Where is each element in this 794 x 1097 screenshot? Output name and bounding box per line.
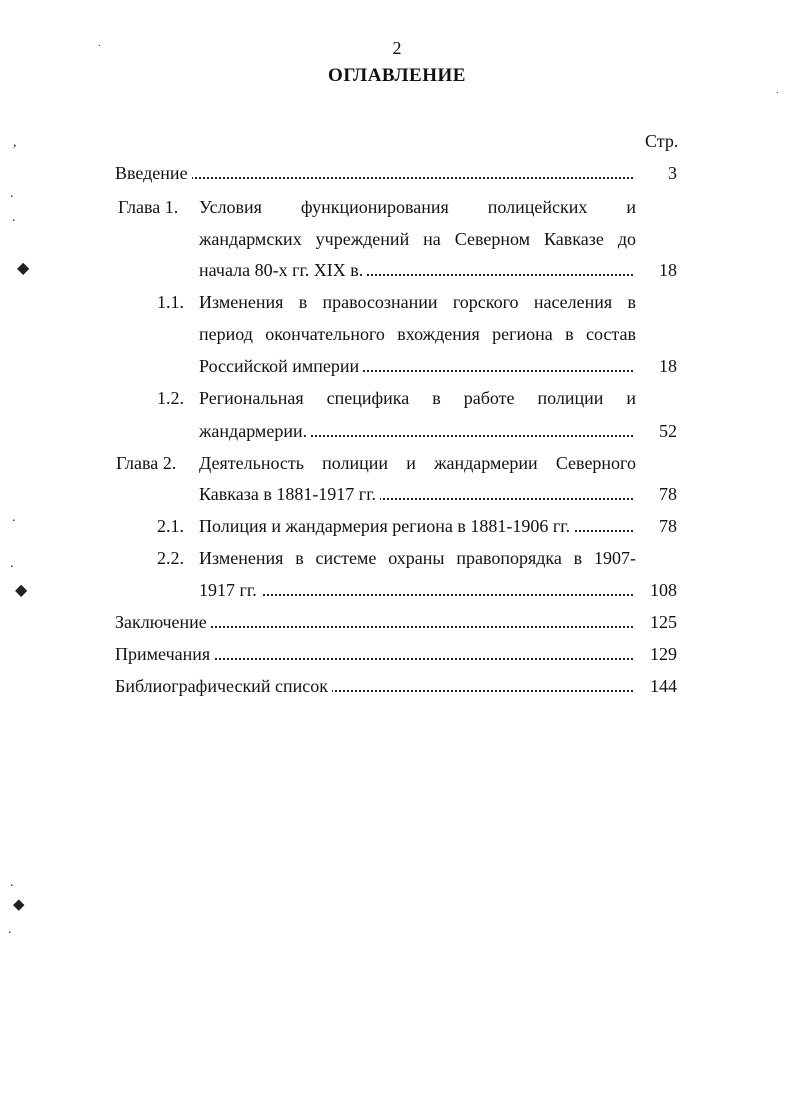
toc-entry-text: начала 80-х гг. XIX в.: [199, 260, 367, 280]
scan-speck-mark: .: [10, 556, 14, 571]
scan-speck-mark: .: [98, 38, 101, 49]
toc-entry-text: жандармерии.: [199, 421, 311, 441]
toc-entry-line: Изменения в системе охраны правопорядка в 1907-: [199, 548, 636, 568]
page-number: 2: [392, 38, 402, 58]
toc-entry-text: 1917 гг.: [199, 580, 261, 600]
page-column-header: Стр.: [645, 131, 679, 151]
toc-page-number: 144: [650, 676, 677, 696]
toc-entry-line: Региональная специфика в работе полиции и: [199, 388, 636, 408]
scan-speck-mark: ,: [13, 135, 17, 150]
toc-entry-line: Деятельность полиции и жандармерии Северного: [199, 453, 636, 473]
toc-entry-intro[interactable]: [115, 162, 633, 184]
toc-entry-line: Условия функционирования полицейских и: [199, 197, 636, 217]
scan-speck-mark: .: [776, 85, 779, 96]
scan-speck-mark: ◆: [15, 582, 28, 599]
section-label: 1.1.: [157, 292, 184, 312]
section-label: 2.1.: [157, 516, 184, 536]
toc-entry-ch2[interactable]: [199, 483, 633, 505]
toc-entry-text: Примечания: [115, 644, 214, 664]
toc-entry-1-1[interactable]: [199, 355, 633, 377]
toc-entry-2-1[interactable]: [199, 515, 633, 537]
toc-entry-text: Российской империи: [199, 356, 363, 376]
toc-entry-conclusion[interactable]: [115, 611, 633, 633]
toc-entry-text: Введение: [115, 163, 192, 183]
chapter-label: Глава 2.: [116, 453, 177, 473]
chapter-label: Глава 1.: [118, 197, 179, 217]
toc-page-number: 18: [659, 260, 677, 280]
toc-entry-line: Изменения в правосознании горского населения в: [199, 292, 636, 312]
toc-entry-notes[interactable]: [115, 643, 633, 665]
toc-page-number: 108: [650, 580, 677, 600]
toc-page-number: 3: [668, 163, 677, 183]
toc-entry-text: Библиографический список: [115, 676, 332, 696]
toc-entry-line: жандармских учреждений на Северном Кавказе до: [199, 229, 636, 249]
toc-entry-text: Полиция и жандармерия региона в 1881-1906 гг.: [199, 516, 574, 536]
scan-speck-mark: .: [12, 210, 16, 225]
scan-speck-mark: ◆: [17, 260, 30, 277]
toc-entry-1-2[interactable]: [199, 420, 633, 442]
toc-page-number: 52: [659, 421, 677, 441]
section-label: 2.2.: [157, 548, 184, 568]
section-label: 1.2.: [157, 388, 184, 408]
toc-entry-2-2[interactable]: [199, 579, 633, 601]
toc-entry-ch1[interactable]: [199, 259, 633, 281]
toc-page-number: 125: [650, 612, 677, 632]
scan-speck-mark: ◆: [13, 897, 25, 913]
toc-page-number: 78: [659, 516, 677, 536]
toc-entry-text: Кавказа в 1881-1917 гг.: [199, 484, 380, 504]
toc-entry-line: период окончательного вхождения региона в состав: [199, 324, 636, 344]
toc-page-number: 129: [650, 644, 677, 664]
scan-speck-mark: .: [8, 922, 12, 937]
toc-page-number: 78: [659, 484, 677, 504]
scan-speck-mark: .: [10, 186, 14, 201]
scan-speck-mark: .: [12, 510, 16, 525]
page-title: ОГЛАВЛЕНИЕ: [328, 65, 466, 86]
toc-entry-text: Заключение: [115, 612, 211, 632]
toc-page-number: 18: [659, 356, 677, 376]
scan-speck-mark: .: [10, 875, 14, 890]
toc-entry-bibliography[interactable]: [115, 675, 633, 697]
